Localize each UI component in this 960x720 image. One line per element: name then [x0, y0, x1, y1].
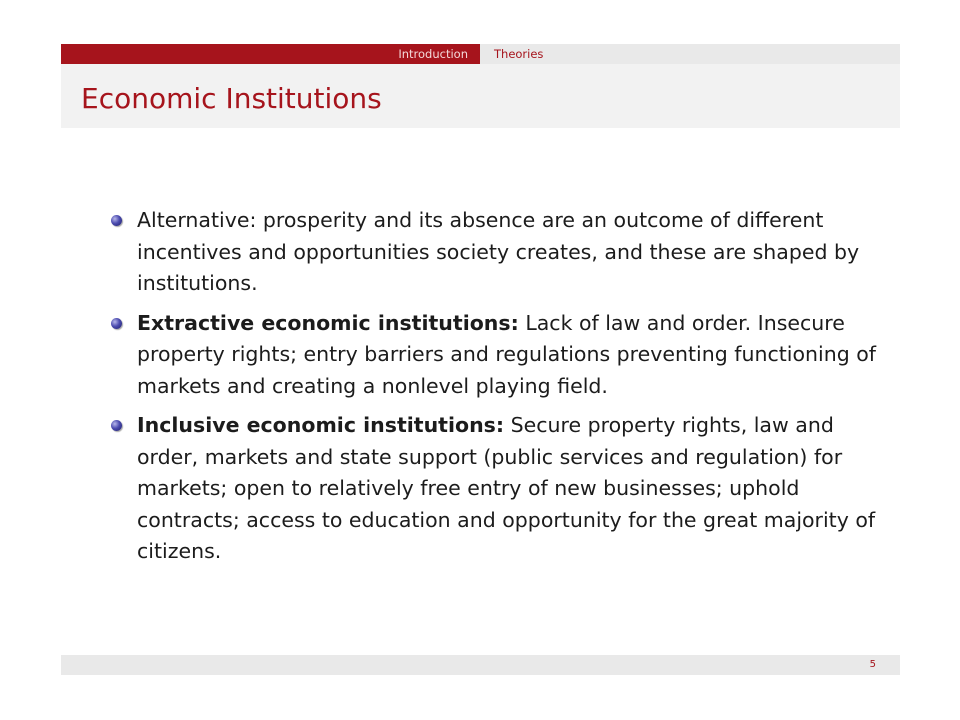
section-navigation-right: [480, 44, 900, 64]
bullet-text: Lack of law and order. Insecure property rights; entry barriers and regulations preventing functioning of markets and creating a nonlevel playing field.: [137, 310, 876, 398]
bullet-text: Secure property rights, law and order, markets and state support (public services and regulation) for markets; open to relatively free entry of new businesses; uphold contracts; access to education and opportunity for the great majority of citizens.: [137, 413, 876, 563]
bullet-item: [110, 308, 880, 403]
title-band: [61, 64, 900, 128]
bullet-term: Extractive economic institutions:: [137, 310, 519, 335]
nav-section-introduction[interactable]: Introduction: [398, 47, 468, 61]
nav-section-theories[interactable]: Theories: [494, 47, 544, 61]
section-navigation-left: [61, 44, 480, 64]
bullet-text: Alternative: prosperity and its absence are an outcome of different incentives and opportunities society creates, and these are shaped by institutions.: [137, 208, 860, 295]
section-navigation-bar: [61, 44, 900, 64]
bullet-item: [110, 205, 880, 300]
footer-bar: [61, 655, 900, 675]
slide-content: [110, 205, 880, 576]
slide-title: Economic Institutions: [81, 82, 382, 115]
sphere-bullet-icon: [111, 215, 122, 226]
page-number: 5: [869, 659, 876, 670]
sphere-bullet-icon: [111, 420, 122, 431]
bullet-term: Inclusive economic institutions:: [137, 413, 505, 437]
sphere-bullet-icon: [111, 318, 122, 329]
bullet-item: [110, 410, 880, 568]
